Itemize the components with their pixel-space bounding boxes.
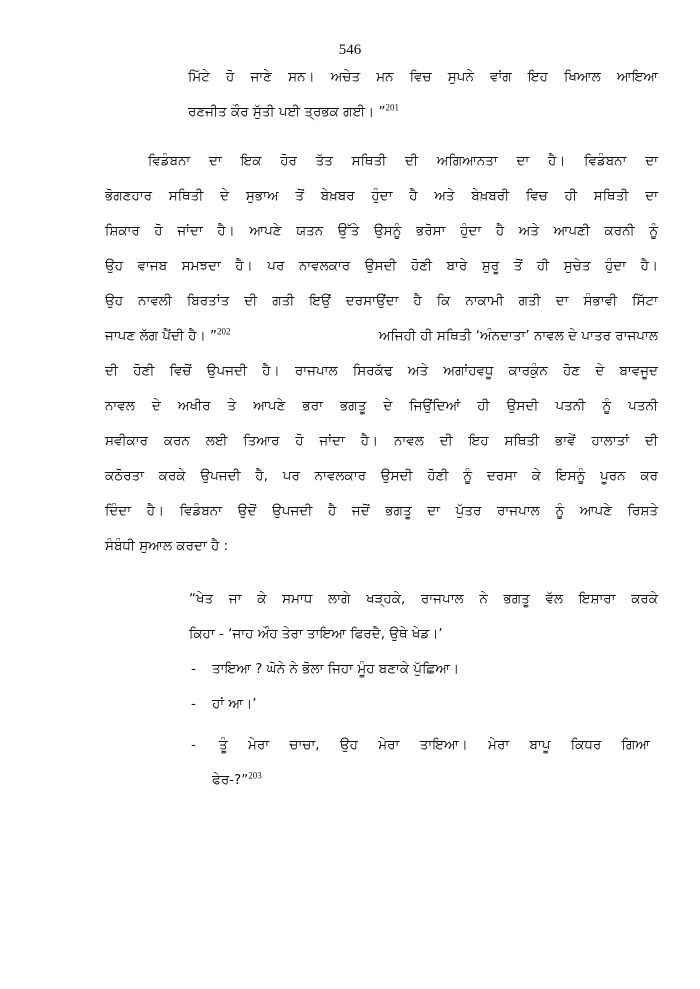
- paragraph-line: ਦਿੰਦਾ ਹੈ। ਵਿਡੰਬਨਾ ਉਦੋਂ ਉਪਜਦੀ ਹੈ ਜਦੋਂ ਭਗਤੂ ਦਾ ਪੁੱਤਰ ਰਾਜਪਾਲ ਨੂੰ ਆਪਣੇ ਰਿਸ਼ਤੇ: [105, 503, 658, 519]
- paragraph-line: [105, 326, 658, 346]
- dialogue-item: ਤਾਇਆ ? ਘੋਨੇ ਨੇ ਭੋਲਾ ਜਿਹਾ ਮੂੰਹ ਬਣਾਕੇ ਪੁੱਛਿਆ।: [212, 661, 460, 677]
- dialogue-dash: -: [191, 661, 196, 677]
- paragraph-line: ਸੰਬੰਧੀ ਸੁਆਲ ਕਰਦਾ ਹੈ :: [105, 538, 229, 554]
- paragraph-line: ਨਾਵਲ ਦੇ ਅਖੀਰ ਤੇ ਆਪਣੇ ਭਰਾ ਭਗਤੂ ਦੇ ਜਿਉਂਦਿਆਂ ਹੀ ਉਸਦੀ ਪਤਨੀ ਨੂੰ ਪਤਨੀ: [105, 398, 658, 414]
- paragraph-line: ਕਠੋਰਤਾ ਕਰਕੇ ਉਪਜਦੀ ਹੈ, ਪਰ ਨਾਵਲਕਾਰ ਉਸਦੀ ਹੋਣੀ ਨੂੰ ਦਰਸਾ ਕੇ ਇਸਨੂੰ ਪੂਰਨ ਕਰ: [105, 468, 658, 484]
- quote-line: [188, 102, 399, 122]
- paragraph-line: ਦੀ ਹੋਣੀ ਵਿਚੋਂ ਉਪਜਦੀ ਹੈ। ਰਾਜਪਾਲ ਸਿਰਕੱਢ ਅਤੇ ਅਗਾਂਹਵਧੂ ਕਾਰਕੁੰਨ ਹੋਣ ਦੇ ਬਾਵਜੂਦ: [105, 363, 658, 379]
- paragraph-line: ਸ਼ਿਕਾਰ ਹੋ ਜਾਂਦਾ ਹੈ। ਆਪਣੇ ਯਤਨ ਉੱਤੇ ਉਸਨੂੰ ਭਰੋਸਾ ਹੁੰਦਾ ਹੈ ਅਤੇ ਆਪਣੀ ਕਰਨੀ ਨੂੰ: [105, 223, 658, 239]
- dialogue-text: ਫੇਰ-?”: [212, 772, 249, 788]
- dialogue-line: “ਖੇਤ ਜਾ ਕੇ ਸਮਾਧ ਲਾਗੇ ਖੜ੍ਹਕੇ, ਰਾਜਪਾਲ ਨੇ ਭਗਤੂ ਵੱਲ ਇਸ਼ਾਰਾ ਕਰਕੇ: [189, 591, 658, 607]
- paragraph-line: ਉਹ ਵਾਜਬ ਸਮਝਦਾ ਹੈ। ਪਰ ਨਾਵਲਕਾਰ ਉਸਦੀ ਹੋਣੀ ਬਾਰੇ ਸ਼ੁਰੂ ਤੋਂ ਹੀ ਸੁਚੇਤ ਹੁੰਦਾ ਹੈ।: [105, 258, 658, 274]
- dialogue-item: ਹਾਂ ਆ।’: [212, 696, 257, 712]
- paragraph-line: ਸਵੀਕਾਰ ਕਰਨ ਲਈ ਤਿਆਰ ਹੋ ਜਾਂਦਾ ਹੈ। ਨਾਵਲ ਦੀ ਇਹ ਸਥਿਤੀ ਭਾਵੇਂ ਹਾਲਾਤਾਂ ਦੀ: [105, 433, 658, 449]
- paragraph-text-part: ਜਾਪਣ ਲੱਗ ਪੈਂਦੀ ਹੈ। ”: [105, 328, 217, 344]
- footnote-ref: 201: [385, 102, 399, 113]
- paragraph-line: ਭੋਗਣਹਾਰ ਸਥਿਤੀ ਦੇ ਸੁਭਾਅ ਤੋਂ ਬੇਖ਼ਬਰ ਹੁੰਦਾ ਹੈ ਅਤੇ ਬੇਖ਼ਬਰੀ ਵਿਚ ਹੀ ਸਥਿਤੀ ਦਾ: [105, 188, 658, 204]
- paragraph-text: [105, 326, 230, 346]
- paragraph-line: ਵਿਡੰਬਨਾ ਦਾ ਇਕ ਹੋਰ ਤੱਤ ਸਥਿਤੀ ਦੀ ਅਗਿਆਨਤਾ ਦਾ ਹੈ। ਵਿਡੰਬਨਾ ਦਾ: [148, 153, 658, 169]
- paragraph-line: ਉਹ ਨਾਵਲੀ ਬਿਰਤਾਂਤ ਦੀ ਗਤੀ ਇਉਂ ਦਰਸਾਉਂਦਾ ਹੈ ਕਿ ਨਾਕਾਮੀ ਗਤੀ ਦਾ ਸੰਭਾਵੀ ਸਿੱਟਾ: [105, 293, 658, 309]
- dialogue-line: [212, 770, 262, 790]
- dialogue-dash: -: [191, 696, 196, 712]
- quote-text: ਰਣਜੀਤ ਕੌਰ ਸੁੱਤੀ ਪਈ ਤ੍ਰਭਕ ਗਈ। ”: [188, 104, 386, 120]
- dialogue-dash: -: [191, 737, 196, 753]
- page-number: 546: [338, 42, 362, 58]
- paragraph-text-continuation: ਅਜਿਹੀ ਹੀ ਸਥਿਤੀ ‘ਅੰਨਦਾਤਾ’ ਨਾਵਲ ਦੇ ਪਾਤਰ ਰਾਜਪਾਲ: [378, 328, 658, 344]
- footnote-ref: 203: [248, 770, 262, 781]
- quote-line: ਮਿੱਟੇ ਹੋ ਜਾਣੇ ਸਨ। ਅਚੇਤ ਮਨ ਵਿਚ ਸੁਪਨੇ ਵਾਂਗ ਇਹ ਖਿਆਲ ਆਇਆ: [188, 69, 658, 85]
- footnote-ref: 202: [216, 326, 231, 337]
- dialogue-item: ਤੂੰ ਮੇਰਾ ਚਾਚਾ, ਉਹ ਮੇਰਾ ਤਾਇਆ। ਮੇਰਾ ਬਾਪੂ ਕਿਧਰ ਗਿਆ: [219, 737, 650, 753]
- dialogue-line: ਕਿਹਾ - ‘ਜਾਹ ਔਹ ਤੇਰਾ ਤਾਇਆ ਫਿਰਦੈ, ਉਥੇ ਖੇਡ।’: [189, 626, 443, 642]
